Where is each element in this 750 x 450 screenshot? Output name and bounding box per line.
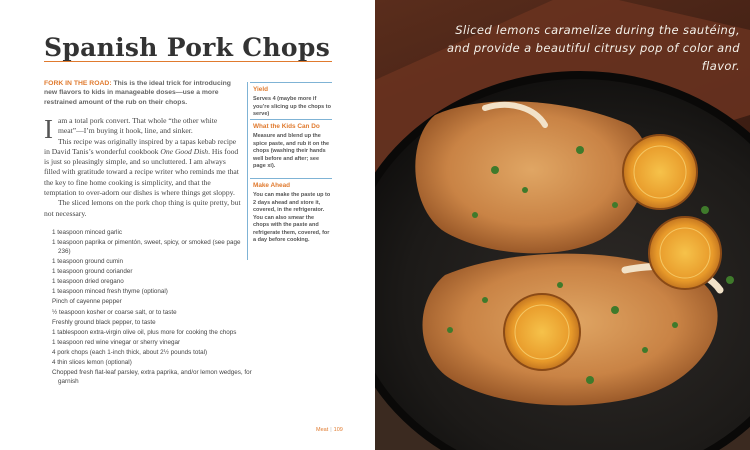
make-ahead-heading: Make Ahead: [253, 182, 291, 189]
kids-heading: What the Kids Can Do: [253, 123, 320, 130]
ingredient-item: 1 teaspoon ground cumin: [52, 257, 124, 265]
sidebar-rule: [250, 119, 332, 120]
folio-section: Meat: [316, 427, 329, 433]
folio-number: 109: [333, 427, 343, 433]
ingredient-item: Freshly ground black pepper, to taste: [52, 318, 156, 326]
yield-heading: Yield: [253, 86, 269, 93]
pork-chop-top: [415, 101, 648, 253]
sidebar-rule: [250, 82, 332, 83]
ingredient-item: 1 teaspoon paprika or pimentón, sweet, spicy, or smoked (see page 236): [52, 239, 241, 255]
ingredient-item: 1 teaspoon minced fresh thyme (optional): [52, 288, 168, 296]
intro-text-2a: This recipe was originally inspired by a tapas kebab recipe in David Tanis’s wonderful cookbook: [44, 136, 237, 156]
title-rule: [44, 61, 332, 62]
sidebar-rule: [250, 178, 332, 179]
drop-cap: I: [44, 114, 53, 144]
fork-text: This is the ideal trick for introducing new flavors to kids in manageable doses—use a more restrained amount of the rub on their chops.: [44, 80, 231, 106]
ingredient-item: ½ teaspoon kosher or coarse salt, or to taste: [52, 308, 177, 316]
ingredient-item: 1 teaspoon red wine vinegar or sherry vinegar: [52, 338, 181, 346]
intro-paragraph-1: [44, 114, 242, 144]
sidebar-border: [247, 82, 248, 260]
recipe-sidebar: [247, 82, 332, 260]
page-folio: [316, 427, 343, 433]
kids-text: Measure and blend up the spice paste, and rub it on the chops (washing their hands well before and after; see page xi).: [253, 133, 330, 169]
make-ahead-text: You can make the paste up to 2 days ahead and store it, covered, in the refrigerator. You can also smear the chops with the paste and refrigerate them, covered, for a day before cooking.: [253, 192, 331, 243]
ingredient-item: Pinch of cayenne pepper: [52, 298, 122, 306]
ingredient-item: 1 tablespoon extra-virgin olive oil, plus more for cooking the chops: [52, 328, 237, 336]
recipe-intro: [44, 116, 242, 219]
ingredient-item: 1 teaspoon minced garlic: [52, 229, 123, 236]
yield-text: Serves 4 (maybe more if you’re slicing up the chops to serve): [253, 96, 331, 117]
photo-caption: Sliced lemons caramelize during the sautéing, and provide a beautiful citrusy pop of color and flavor.: [446, 23, 740, 73]
intro-text-2b: . His food is just so pleasingly simple, and so uncluttered. I am always filled with gratitude toward a recipe writer who reminds me that the key to fine home cooking is simplicity, and that the temptation to over-adorn our dishes is where things get sloppy.: [44, 146, 239, 198]
intro-text-1: am a total pork convert. That whole “the other white meat”—I’m buying it hook, line, and sinker.: [58, 116, 218, 136]
ingredient-item: 1 teaspoon ground coriander: [52, 267, 133, 275]
ingredient-item: 4 thin slices lemon (optional): [52, 359, 132, 367]
intro-paragraph-3: The sliced lemons on the pork chop thing is quite pretty, but not necessary.: [44, 198, 241, 218]
folio-separator: |: [330, 427, 332, 433]
fork-label: FORK IN THE ROAD:: [44, 80, 112, 87]
ingredient-item: 4 pork chops (each 1-inch thick, about 2½ pounds total): [52, 349, 208, 357]
ingredient-list: [52, 229, 252, 388]
ingredient-item: Chopped fresh flat-leaf parsley, extra paprika, and/or lemon wedges, for garnish: [52, 369, 252, 385]
photo-page: [375, 0, 750, 450]
fork-in-the-road-note: [44, 79, 242, 107]
ingredient-item: 1 teaspoon dried oregano: [52, 278, 124, 286]
intro-paragraph-2: [44, 137, 242, 199]
recipe-title: Spanish Pork Chops: [44, 33, 331, 62]
book-title: One Good Dish: [160, 146, 209, 156]
